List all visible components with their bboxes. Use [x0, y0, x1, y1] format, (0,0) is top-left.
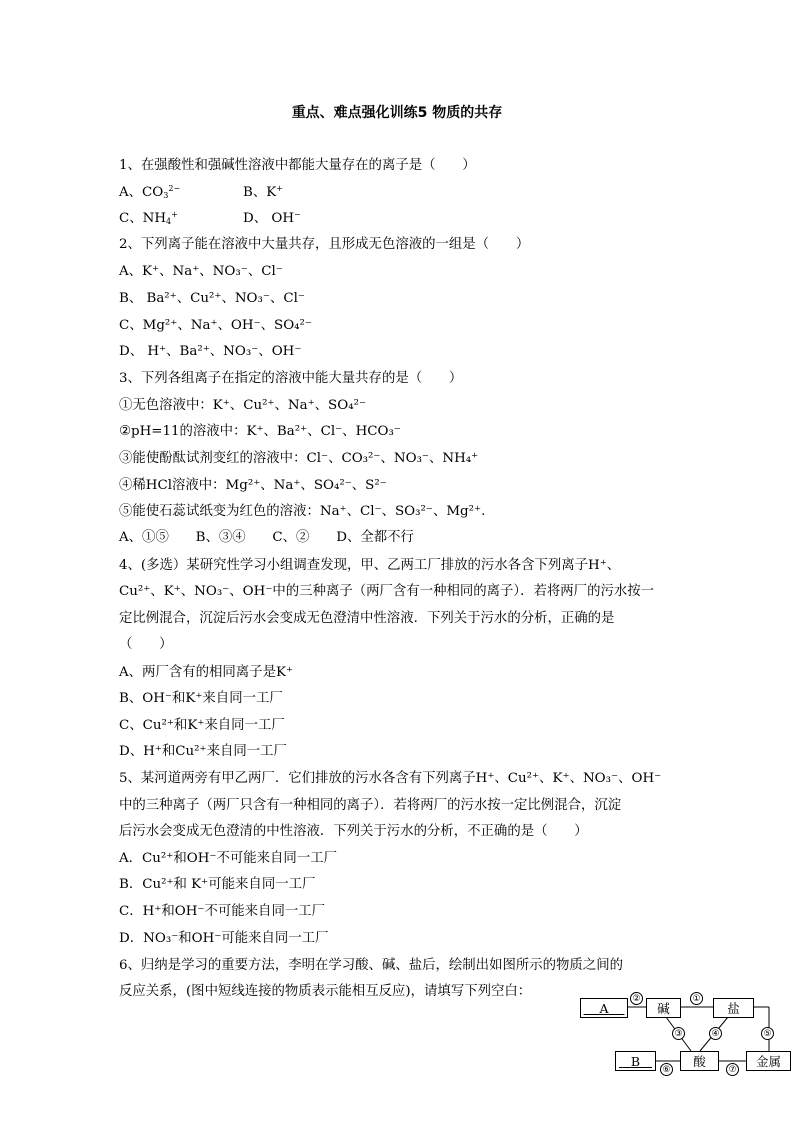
q1-option-a: A、$CO_3^{2-}$: [119, 184, 181, 200]
q1-option-c: C、$NH_4^+$: [119, 210, 178, 226]
q3-stem: 3、下列各组离子在指定的溶液中能大量共存的是（ ）: [119, 371, 463, 386]
q3-item-1: ①无色溶液中：K⁺、Cu²⁺、Na⁺、SO₄²⁻: [119, 398, 367, 413]
q4-stem-line3: 定比例混合，沉淀后污水会变成无色澄清中性溶液．下列关于污水的分析，正确的是: [119, 611, 615, 626]
q2-option-a: A、K⁺、Na⁺、NO₃⁻、Cl⁻: [119, 264, 283, 279]
q1-stem: 1、在强酸性和强碱性溶液中都能大量存在的离子是（ ）: [119, 158, 476, 173]
node-a: A: [580, 998, 628, 1018]
q3-choices: A、①⑤ B、③④ C、② D、全都不行: [119, 530, 414, 545]
q5-stem-line3: 后污水会变成无色澄清的中性溶液．下列关于污水的分析，不正确的是（ ）: [119, 824, 588, 839]
q2-option-b: B、 Ba²⁺、Cu²⁺、NO₃⁻、Cl⁻: [119, 291, 305, 306]
reaction-1-label: ①: [690, 992, 703, 1005]
q3-item-2: ②pH=11的溶液中：K⁺、Ba²⁺、Cl⁻、HCO₃⁻: [119, 424, 401, 439]
q4-option-c: C、Cu²⁺和K⁺来自同一工厂: [119, 718, 285, 733]
q2-stem: 2、下列离子能在溶液中大量共存，且形成无色溶液的一组是（ ）: [119, 237, 530, 252]
q4-option-d: D、H⁺和Cu²⁺来自同一工厂: [119, 744, 287, 759]
q5-option-d: D．NO₃⁻和OH⁻可能来自同一工厂: [119, 931, 329, 946]
q4-stem-line1: 4、(多选）某研究性学习小组调查发现，甲、乙两工厂排放的污水各含下列离子H⁺、: [119, 558, 621, 573]
q5-stem-line2: 中的三种离子（两厂只含有一种相同的离子）．若将两厂的污水按一定比例混合，沉淀: [119, 798, 622, 813]
q4-stem-line4: （ ）: [119, 637, 173, 652]
node-b: B: [615, 1051, 656, 1071]
q6-stem-line2: 反应关系，(图中短线连接的物质表示能相互反应)，请填写下列空白：: [119, 984, 532, 999]
q5-option-a: A．Cu²⁺和OH⁻不可能来自同一工厂: [119, 851, 337, 866]
page-title: 重点、难点强化训练5 物质的共存: [291, 105, 503, 121]
reaction-diagram: [576, 990, 794, 1080]
reaction-3-label: ③: [672, 1027, 685, 1040]
node-metal: 金属: [746, 1051, 791, 1071]
q1-option-b: B、K+: [243, 184, 283, 200]
node-salt: 盐: [713, 998, 754, 1018]
reaction-4-label: ④: [709, 1027, 722, 1040]
q1-option-d: D、 OH−: [243, 210, 301, 226]
q3-item-4: ④稀HCl溶液中：Mg²⁺、Na⁺、SO₄²⁻、S²⁻: [119, 478, 387, 493]
q2-option-d: D、 H⁺、Ba²⁺、NO₃⁻、OH⁻: [119, 344, 302, 359]
q2-option-c: C、Mg²⁺、Na⁺、OH⁻、SO₄²⁻: [119, 318, 312, 333]
reaction-7-label: ⑦: [726, 1063, 739, 1076]
q6-stem-line1: 6、归纳是学习的重要方法，李明在学习酸、碱、盐后，绘制出如图所示的物质之间的: [119, 958, 623, 973]
q3-item-5: ⑤能使石蕊试纸变为红色的溶液：Na⁺、Cl⁻、SO₃²⁻、Mg²⁺.: [119, 504, 486, 519]
q4-stem-line2: Cu²⁺、K⁺、NO₃⁻、OH⁻中的三种离子（两厂含有一种相同的离子）．若将两厂的污水按一: [119, 584, 655, 599]
reaction-5-label: ⑤: [761, 1027, 774, 1040]
q5-stem-line1: 5、某河道两旁有甲乙两厂．它们排放的污水各含有下列离子H⁺、Cu²⁺、K⁺、NO₃⁻、OH⁻: [119, 771, 662, 786]
q3-item-3: ③能使酚酞试剂变红的溶液中：Cl⁻、CO₃²⁻、NO₃⁻、NH₄⁺: [119, 451, 479, 466]
node-base: 碱: [646, 998, 681, 1018]
q5-option-c: C．H⁺和OH⁻不可能来自同一工厂: [119, 904, 326, 919]
q4-option-a: A、两厂含有的相同离子是K⁺: [119, 665, 294, 680]
q4-option-b: B、OH⁻和K⁺来自同一工厂: [119, 691, 283, 706]
reaction-2-label: ②: [630, 992, 643, 1005]
node-acid: 酸: [680, 1051, 719, 1071]
reaction-6-label: ⑥: [660, 1063, 673, 1076]
q5-option-b: B．Cu²⁺和 K⁺可能来自同一工厂: [119, 877, 316, 892]
